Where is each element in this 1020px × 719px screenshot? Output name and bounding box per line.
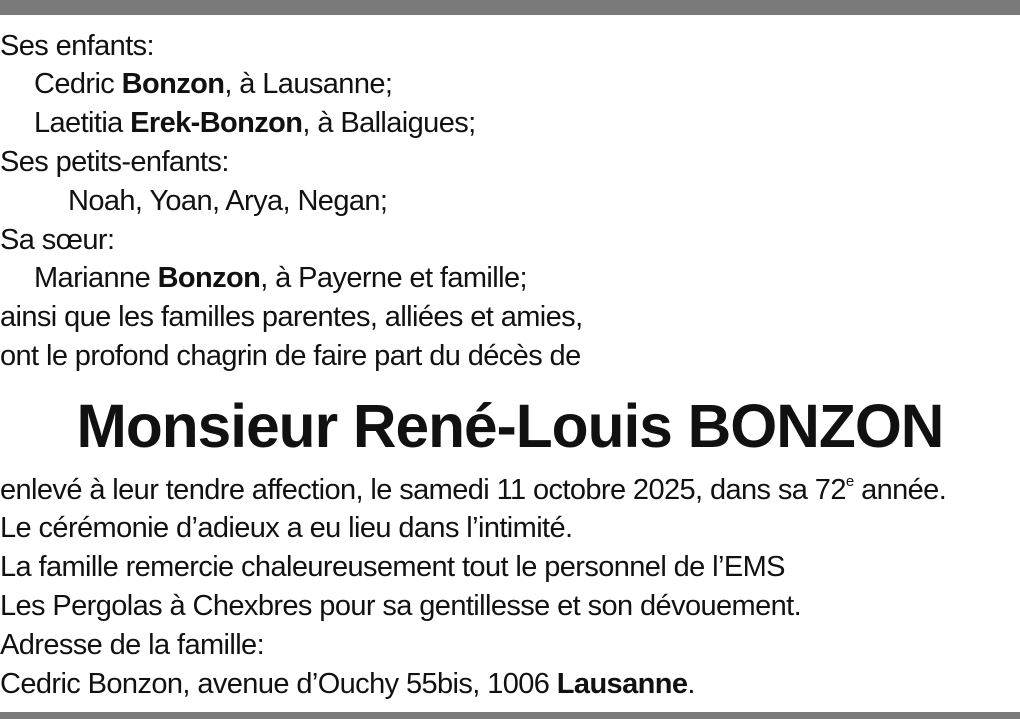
sister-heading: Sa sœur: bbox=[0, 224, 115, 256]
child-last-name: Bonzon bbox=[121, 68, 225, 100]
families-line: ainsi que les familles parentes, alliées et amies, bbox=[0, 301, 583, 333]
death-ordinal: e bbox=[845, 473, 854, 490]
child-last-name: Erek-Bonzon bbox=[130, 107, 303, 139]
death-line bbox=[0, 471, 946, 509]
children-heading: Ses enfants: bbox=[0, 30, 155, 62]
child-first-name: Laetitia bbox=[34, 107, 131, 139]
sister-entry bbox=[34, 259, 527, 297]
grandchildren-heading: Ses petits-enfants: bbox=[0, 146, 229, 178]
child-first-name: Cedric bbox=[34, 68, 122, 100]
thanks-line-1: La famille remercie chaleureusement tout le personnel de l’EMS bbox=[0, 551, 785, 583]
death-text-end: année. bbox=[853, 474, 947, 506]
deceased-name: Monsieur René-Louis BONZON bbox=[76, 392, 944, 460]
ceremony-line: Le cérémonie d’adieux a eu lieu dans l’intimité. bbox=[0, 512, 573, 544]
death-text: enlevé à leur tendre affection, le samedi 11 octobre 2025, dans sa 72 bbox=[0, 474, 846, 506]
child-entry-1 bbox=[34, 65, 392, 103]
announce-line: ont le profond chagrin de faire part du décès de bbox=[0, 340, 581, 372]
address-end: . bbox=[687, 668, 695, 700]
bottom-rule bbox=[0, 712, 1020, 719]
child-location: , à Ballaigues; bbox=[302, 107, 476, 139]
address-heading: Adresse de la famille: bbox=[0, 629, 265, 661]
top-rule bbox=[0, 0, 1020, 15]
address-city: Lausanne bbox=[556, 668, 688, 700]
child-entry-2 bbox=[34, 104, 476, 142]
sister-location: , à Payerne et famille; bbox=[260, 262, 527, 294]
child-location: , à Lausanne; bbox=[224, 68, 393, 100]
address-text: Cedric Bonzon, avenue d’Ouchy 55bis, 1006 bbox=[0, 668, 557, 700]
thanks-line-2: Les Pergolas à Chexbres pour sa gentillesse et son dévouement. bbox=[0, 590, 802, 622]
sister-first-name: Marianne bbox=[34, 262, 158, 294]
grandchildren-names: Noah, Yoan, Arya, Negan; bbox=[68, 185, 388, 217]
sister-last-name: Bonzon bbox=[157, 262, 261, 294]
address-line bbox=[0, 665, 695, 703]
